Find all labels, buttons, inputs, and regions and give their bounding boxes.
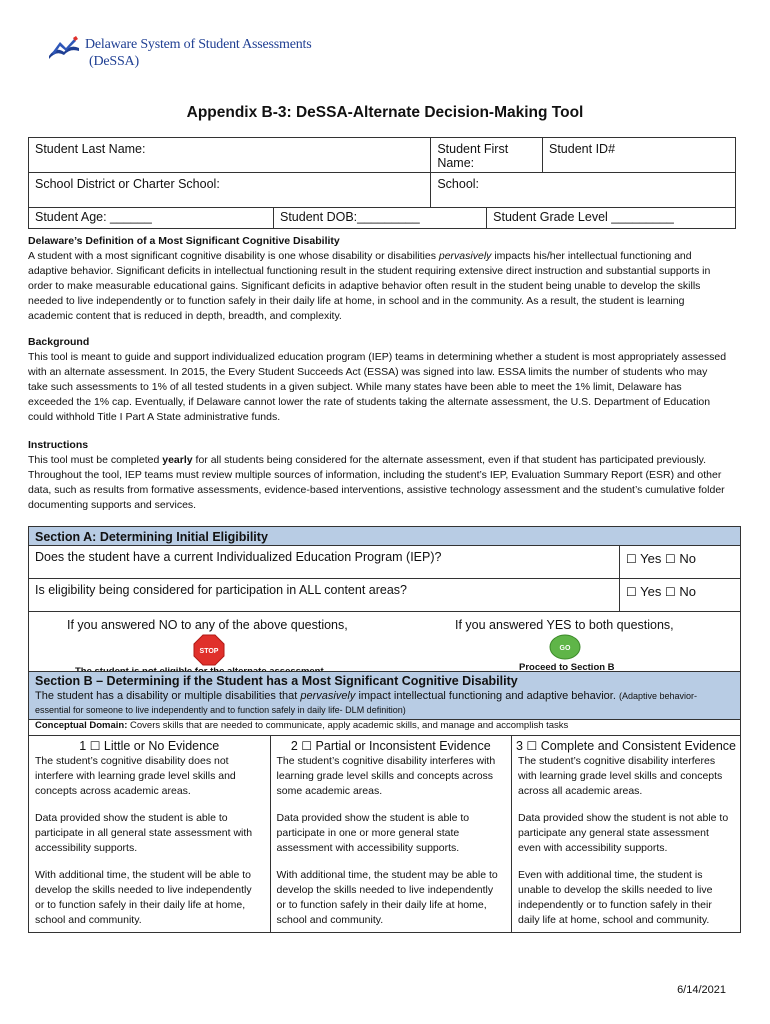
no-checkbox[interactable]: ☐	[664, 552, 676, 566]
evidence-column-header	[512, 736, 741, 755]
instructions-text	[28, 454, 725, 511]
yes-instruction: If you answered YES to both questions,	[455, 618, 674, 632]
conceptual-domain-row	[29, 720, 741, 736]
body-text: This tool is meant to guide and support individualized education program (IEP) teams in determining whether a student is most appropriately assessed with an alternate assessment. In 2015, the Every Student Succeeds Act (ESSA) was signed into law. ESSA limits the number of students who may take such assessments to 1% of all tested students in a given subject. While many states have been able to meet the 1% limit, Delaware has exceeded the 1% cap. Eventually, if Delaware cannot lower the rate of students taking the alternate assessment, the U.S. Department of Education could withhold Title I Part A State administrative funds.	[28, 351, 727, 423]
body-text: The student has a disability or multiple disabilities that	[35, 690, 301, 702]
yes-label: Yes	[636, 584, 665, 599]
no-instruction: If you answered NO to any of the above questions,	[67, 618, 348, 632]
question-text: Is eligibility being considered for participation in ALL content areas?	[29, 579, 620, 612]
decision-row	[29, 612, 740, 676]
background-text	[28, 351, 726, 423]
no-label: No	[675, 584, 696, 599]
evidence-level-number: 2	[290, 739, 302, 753]
student-info-table	[28, 137, 736, 229]
body-text: impacts his/her intellectual functioning and adaptive behavior. Significant deficits in intellectual functioning result in the student requiring extensive direct instruction and substantial supports in order to make measurable educational gains. Significant deficits in adaptive behavior often result in the student being unable to develop the skills needed to live independently or to function safely in their daily life at home, in school and in the community. As a result, the student is learning academic content that is reduced in depth, breadth, and complexity.	[28, 250, 711, 322]
definition-section	[28, 234, 728, 324]
small-note-text: (Adaptive behavior- essential for someone to live independently and to function safely in daily life- DLM definition)	[35, 691, 697, 715]
no-label: No	[675, 551, 696, 566]
conceptual-domain-text: Covers skills that are needed to communicate, apply academic skills, and manage and accomplish tasks	[127, 720, 569, 731]
definition-text	[28, 250, 710, 322]
not-eligible-text: The student is not eligible for the alternate assessment.	[75, 666, 327, 677]
question-text: Does the student have a current Individualized Education Program (IEP)?	[29, 546, 620, 579]
logo-icon	[46, 36, 82, 62]
evidence-row	[29, 799, 741, 856]
body-text: impact intellectual functioning and adaptive behavior.	[355, 690, 619, 702]
section-b-table	[28, 671, 741, 933]
evidence-descriptor: With additional time, the student may be able to develop the skills needed to live independently or to function safely in their daily life at home, school and community.	[270, 856, 512, 933]
yes-no-cell	[620, 579, 741, 612]
school-field[interactable]: School:	[431, 173, 736, 208]
evidence-row	[29, 754, 741, 799]
evidence-descriptor: Data provided show the student is able to participate in one or more general state assessment with accessibility supports.	[270, 799, 512, 856]
definition-heading: Delaware’s Definition of a Most Significant Cognitive Disability	[28, 235, 340, 247]
bold-text: yearly	[162, 454, 193, 466]
evidence-row	[29, 856, 741, 933]
background-section	[28, 335, 728, 425]
evidence-descriptor: Data provided show the student is able to participate in all general state assessment with accessibility supports.	[29, 799, 271, 856]
section-a-question-row	[29, 579, 741, 612]
evidence-level-label: Partial or Inconsistent Evidence	[312, 739, 491, 753]
no-checkbox[interactable]: ☐	[664, 585, 676, 599]
document-date: 6/14/2021	[677, 984, 726, 996]
page-title: Appendix B-3: DeSSA-Alternate Decision-Making Tool	[186, 104, 584, 121]
conceptual-domain-label: Conceptual Domain:	[35, 720, 128, 731]
go-sign-label: GO	[559, 645, 571, 652]
evidence-grid	[29, 736, 741, 933]
yes-label: Yes	[636, 551, 665, 566]
evidence-level-number: 1	[79, 739, 90, 753]
instructions-heading: Instructions	[28, 439, 89, 451]
yes-checkbox[interactable]: ☐	[626, 552, 637, 566]
section-a-question-row	[29, 546, 741, 579]
evidence-level-checkbox[interactable]: ☐	[301, 739, 313, 753]
evidence-descriptor: The student’s cognitive disability does not interfere with learning grade level skills and concepts across academic areas.	[29, 754, 271, 799]
evidence-level-checkbox[interactable]: ☐	[89, 739, 101, 753]
evidence-descriptor: With additional time, the student will be able to develop the skills needed to live independently or to function safely in their daily life at home, school and community.	[29, 856, 271, 933]
evidence-level-checkbox[interactable]: ☐	[526, 739, 538, 753]
student-grade-field[interactable]: Student Grade Level _________	[487, 208, 736, 229]
section-a-table	[28, 526, 741, 677]
school-district-field[interactable]: School District or Charter School:	[29, 173, 431, 208]
body-text: A student with a most significant cognitive disability is one whose disability or disabilities	[28, 250, 439, 262]
instructions-section	[28, 438, 728, 513]
evidence-column-header	[270, 736, 512, 755]
emphasis-text: pervasively	[300, 690, 356, 702]
student-id-field[interactable]: Student ID#	[543, 138, 736, 173]
yes-checkbox[interactable]: ☐	[626, 585, 637, 599]
emphasis-text: pervasively	[438, 250, 492, 262]
evidence-level-label: Little or No Evidence	[100, 739, 220, 753]
evidence-column-header	[29, 736, 271, 755]
evidence-descriptor: Even with additional time, the student is unable to develop the skills needed to live independently or to function safely in their daily life at home, school and community.	[512, 856, 741, 933]
stop-sign-label: STOP	[199, 648, 219, 655]
evidence-header-row	[29, 736, 741, 755]
dessa-logo	[46, 36, 311, 70]
stop-sign-icon	[193, 634, 225, 666]
section-b-description	[35, 690, 697, 716]
yes-no-cell	[620, 546, 741, 579]
student-first-name-field[interactable]: Student First Name:	[431, 138, 543, 173]
go-sign-icon	[549, 634, 581, 660]
section-b-header: Section B – Determining if the Student has a Most Significant Cognitive Disability	[35, 674, 518, 688]
evidence-descriptor: Data provided show the student is not able to participate any general state assessment even with accessibility supports.	[512, 799, 741, 856]
evidence-level-number: 3	[516, 739, 527, 753]
section-a-questions	[29, 546, 741, 612]
body-text: for all students being considered for the alternate assessment, even if that student has participated previously. Throughout the tool, IEP teams must review multiple sources of information, including the student’s IEP, Evaluation Summary Report (ESR) and other data, such as results from formative assessments, evidence-based interventions, assistive technology assessment and the student’s cumulative folder documenting supports and services.	[28, 454, 725, 511]
student-last-name-field[interactable]: Student Last Name:	[29, 138, 431, 173]
proceed-text: Proceed to Section B	[519, 662, 615, 673]
logo-line-1: Delaware System of Student Assessments	[85, 37, 312, 52]
evidence-descriptor: The student’s cognitive disability interferes with learning grade level skills and concepts across some academic areas.	[270, 754, 512, 799]
background-heading: Background	[28, 336, 90, 348]
student-dob-field[interactable]: Student DOB:_________	[274, 208, 487, 229]
section-a-header: Section A: Determining Initial Eligibility	[29, 527, 741, 546]
logo-line-2: (DeSSA)	[89, 54, 139, 69]
student-age-field[interactable]: Student Age: ______	[29, 208, 274, 229]
body-text: This tool must be completed	[28, 454, 163, 466]
evidence-descriptor: The student’s cognitive disability interferes with learning grade level skills and concepts across all academic areas.	[512, 754, 741, 799]
evidence-level-label: Complete and Consistent Evidence	[537, 739, 736, 753]
